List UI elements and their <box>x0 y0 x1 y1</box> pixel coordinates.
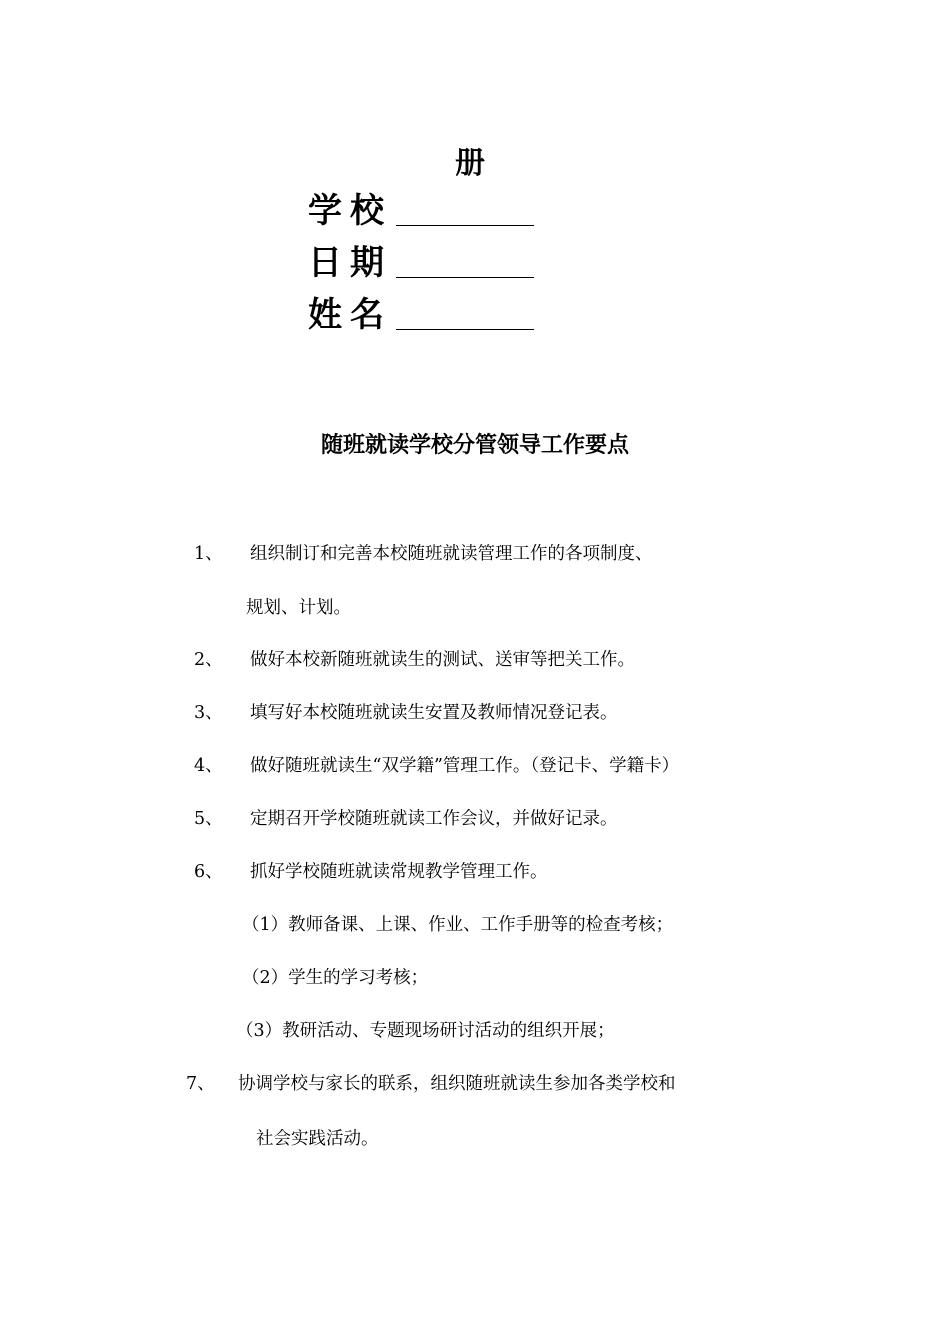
school-blank-line[interactable] <box>396 225 534 226</box>
item-text: 做好本校新随班就读生的测试、送审等把关工作。 <box>250 650 635 670</box>
item-text-continued: 规划、计划。 <box>246 598 351 618</box>
cover-title: 册 <box>455 146 485 181</box>
school-label: 学校 <box>308 191 392 231</box>
item-text: 组织制订和完善本校随班就读管理工作的各项制度、 <box>250 544 653 564</box>
date-field <box>308 238 534 284</box>
item-number: 7、 <box>186 1074 215 1094</box>
item-text: 抓好学校随班就读常规教学管理工作。 <box>250 862 548 882</box>
item-number: 5、 <box>194 809 223 829</box>
item-text: 填写好本校随班就读生安置及教师情况登记表。 <box>250 703 618 723</box>
document-heading: 随班就读学校分管领导工作要点 <box>320 433 629 458</box>
school-field <box>308 186 534 232</box>
date-blank-line[interactable] <box>396 277 534 278</box>
item-number: 2、 <box>194 650 223 670</box>
item-number: 1、 <box>194 544 223 564</box>
item-text: 定期召开学校随班就读工作会议，并做好记录。 <box>250 809 618 829</box>
name-blank-line[interactable] <box>396 329 534 330</box>
item-number: 4、 <box>194 756 223 776</box>
item-number: 3、 <box>194 703 223 723</box>
item-text: 做好随班就读生“双学籍”管理工作。（登记卡、学籍卡） <box>250 756 680 776</box>
sub-item-2: （2）学生的学习考核； <box>242 968 429 988</box>
name-field <box>308 290 534 336</box>
item-text: 协调学校与家长的联系，组织随班就读生参加各类学校和 <box>238 1074 676 1094</box>
item-text-continued: 社会实践活动。 <box>256 1129 379 1149</box>
sub-item-1: （1）教师备课、上课、作业、工作手册等的检查考核； <box>242 915 674 935</box>
date-label: 日期 <box>308 243 392 283</box>
item-number: 6、 <box>194 862 223 882</box>
name-label: 姓名 <box>308 295 392 335</box>
sub-item-3: （3）教研活动、专题现场研讨活动的组织开展； <box>236 1021 615 1041</box>
